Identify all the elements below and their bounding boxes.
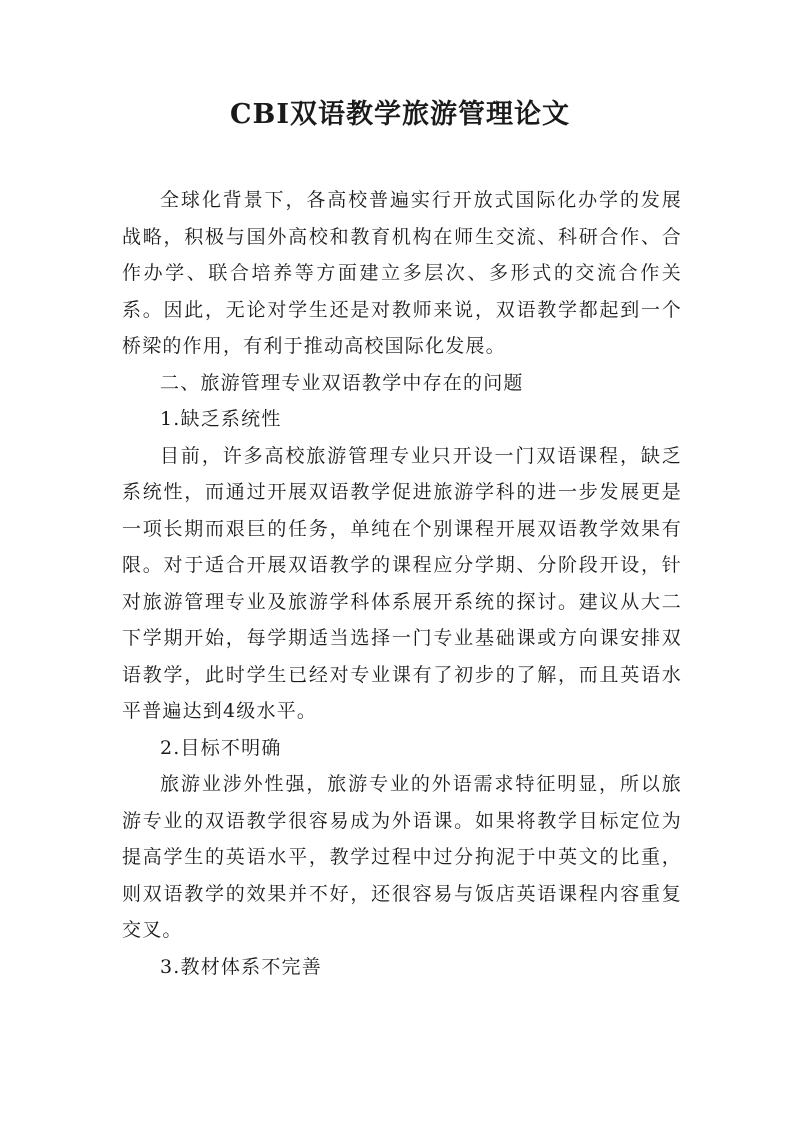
paragraph-unclear-goal: 旅游业涉外性强，旅游专业的外语需求特征明显，所以旅游专业的双语教学很容易成为外语课。如果将教学目标定位为提高学生的英语水平，教学过程中过分拘泥于中英文的比重，则双语教学的效果并不好，还很容易与饭店英语课程内容重复交叉。 xyxy=(122,773,682,941)
document-body xyxy=(122,182,682,985)
subheading-unclear-goal: 2.目标不明确 xyxy=(160,736,282,759)
subheading-lack-of-system: 1.缺乏系统性 xyxy=(160,408,282,430)
section-heading-problems: 二、旅游管理专业双语教学中存在的问题 xyxy=(160,371,524,394)
paragraph-intro: 全球化背景下，各高校普遍实行开放式国际化办学的发展战略，积极与国外高校和教育机构在师生交流、科研合作、合作办学、联合培养等方面建立多层次、多形式的交流合作关系。因此，无论对学生还是对教师来说，双语教学都起到一个桥梁的作用，有利于推动高校国际化发展。 xyxy=(122,189,682,357)
subheading-textbook-system: 3.教材体系不完善 xyxy=(160,955,322,978)
paragraph-lack-of-system: 目前，许多高校旅游管理专业只开设一门双语课程，缺乏系统性，而通过开展双语教学促进旅游学科的进一步发展更是一项长期而艰巨的任务，单纯在个别课程开展双语教学效果有限。对于适合开展双语教学的课程应分学期、分阶段开设，针对旅游管理专业及旅游学科体系展开系统的探讨。建议从大二下学期开始，每学期适当选择一门专业基础课或方向课安排双语教学，此时学生已经对专业课有了初步的了解，而且英语水平普遍达到4级水平。 xyxy=(122,444,682,722)
page-title: CBI双语教学旅游管理论文 xyxy=(230,99,570,130)
